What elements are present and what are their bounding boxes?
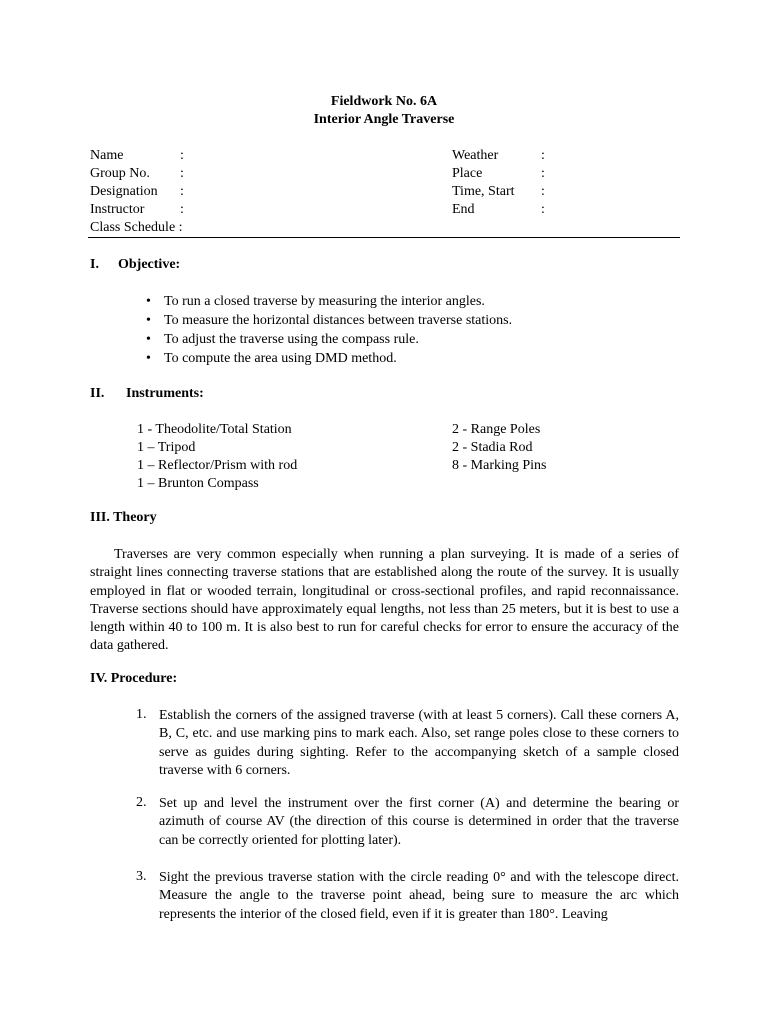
theory-paragraph: Traverses are very common especially when running a plan surveying. It is made of a series of straight lines connecting traverse stations that are established along the route of the survey. It is usually employed in flat or wooded terrain, longitudinal or cross-sectional profiles, and rapid reconnaissance. Traverse sections should have approximately equal lengths, not less than 25 meters, but it is best to use a length within 40 to 100 m. It is also best to run for careful checks for error to ensure the accuracy of the data gathered.	[90, 547, 679, 654]
class-schedule-label: Class Schedule :	[90, 220, 183, 235]
instrument-item: 1 – Reflector/Prism with rod	[137, 458, 298, 473]
instrument-item: 2 - Range Poles	[452, 422, 541, 437]
objective-list	[146, 292, 512, 368]
time-start-label: Time, Start	[452, 184, 515, 199]
weather-colon: :	[541, 148, 545, 163]
instructor-colon: :	[180, 202, 184, 217]
step-text: Set up and level the instrument over the first corner (A) and determine the bearing or azimuth of course AV (the direction of this course is determined in order that the traverse can be correctly oriented for plotting later).	[159, 796, 679, 848]
instruments-number: II.	[90, 386, 105, 401]
list-item: • To measure the horizontal distances between traverse stations.	[146, 313, 513, 328]
instructor-label: Instructor	[90, 202, 145, 217]
instrument-item: 8 - Marking Pins	[452, 458, 547, 473]
step-number: 2.	[136, 795, 147, 810]
header-divider	[88, 237, 680, 238]
list-item: • To run a closed traverse by measuring the interior angles.	[146, 294, 485, 309]
instrument-item: 2 - Stadia Rod	[452, 440, 533, 455]
name-colon: :	[180, 148, 184, 163]
objective-heading: Objective:	[118, 257, 181, 272]
step-number: 1.	[136, 707, 147, 722]
name-label: Name	[90, 148, 124, 163]
weather-label: Weather	[452, 148, 499, 163]
theory-heading: III. Theory	[90, 510, 157, 525]
document-subtitle: Interior Angle Traverse	[313, 112, 455, 127]
designation-colon: :	[180, 184, 184, 199]
step-number: 3.	[136, 869, 147, 884]
step-text: Sight the previous traverse station with the circle reading 0° and with the telescope direct. Measure the angle to the traverse point ahead, being sure to measure the arc which represents the interior of the closed field, even if it is greater than 180°. Leaving	[159, 870, 679, 922]
bullet-icon: •	[146, 351, 151, 366]
bullet-icon: •	[146, 294, 151, 309]
time-start-colon: :	[541, 184, 545, 199]
place-colon: :	[541, 166, 545, 181]
procedure-heading: IV. Procedure:	[90, 671, 178, 686]
bullet-icon: •	[146, 313, 151, 328]
instrument-item: 1 - Theodolite/Total Station	[137, 422, 292, 437]
instrument-item: 1 – Brunton Compass	[137, 476, 259, 491]
objective-number: I.	[90, 257, 99, 272]
place-label: Place	[452, 166, 483, 181]
instruments-heading: Instruments:	[126, 386, 204, 401]
designation-label: Designation	[90, 184, 158, 199]
step-text: Establish the corners of the assigned traverse (with at least 5 corners). Call these corners A, B, C, etc. and use marking pins to mark each. Also, set range poles close to these corners to serve as guides during sighting. Refer to the accompanying sketch of a sample closed traverse with 6 corners.	[159, 708, 679, 778]
end-label: End	[452, 202, 475, 217]
group-no-label: Group No.	[90, 166, 150, 181]
instrument-item: 1 – Tripod	[137, 440, 196, 455]
list-item: • To adjust the traverse using the compass rule.	[146, 332, 419, 347]
list-item: • To compute the area using DMD method.	[146, 351, 397, 366]
end-colon: :	[541, 202, 545, 217]
document-title: Fieldwork No. 6A	[330, 94, 438, 109]
bullet-icon: •	[146, 332, 151, 347]
group-no-colon: :	[180, 166, 184, 181]
